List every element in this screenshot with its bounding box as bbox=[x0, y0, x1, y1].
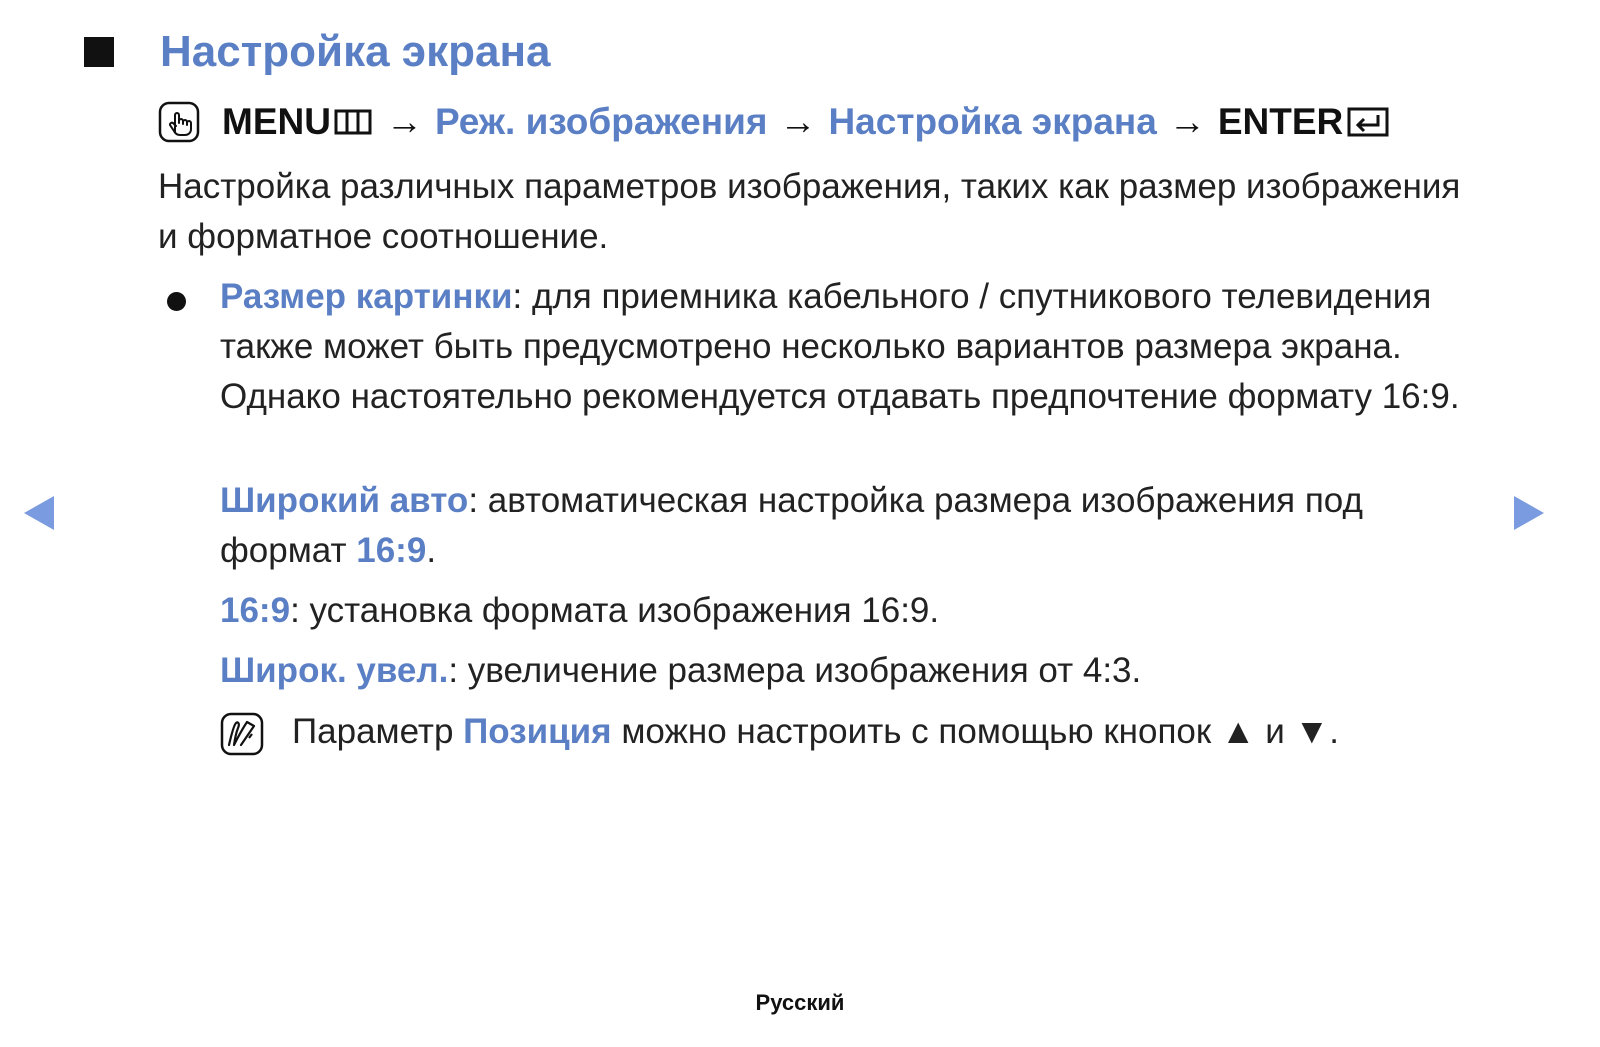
menu-label: MENU bbox=[222, 101, 331, 142]
option-format-link: 16:9 bbox=[356, 531, 427, 570]
option-wide-zoom bbox=[220, 646, 1490, 696]
section-header bbox=[84, 26, 551, 78]
path-step-picture-mode: Реж. изображения bbox=[434, 101, 768, 142]
option-label-wide-auto: Широкий авто bbox=[220, 481, 469, 520]
option-desc-16-9: : установка формата изображения 16:9. bbox=[290, 591, 940, 630]
bullet-picture-size bbox=[220, 272, 1490, 422]
intro-text: Настройка различных параметров изображения, таких как размер изображения и форматное соотношение. bbox=[158, 167, 1461, 256]
enter-label: ENTER bbox=[1217, 101, 1344, 142]
path-step-screen-adjust: Настройка экрана bbox=[828, 101, 1157, 142]
note-icon bbox=[220, 712, 264, 756]
bullet-dot bbox=[167, 292, 186, 311]
path-arrow: → bbox=[779, 101, 817, 142]
path-arrow: → bbox=[1168, 101, 1206, 142]
footer-language: Русский bbox=[755, 990, 845, 1015]
option-end-punct: . bbox=[426, 531, 437, 570]
option-desc-wide-zoom: : увеличение размера изображения от 4:3. bbox=[448, 651, 1142, 690]
section-marker-icon bbox=[84, 37, 114, 67]
note-text-before: Параметр bbox=[292, 712, 464, 751]
hand-icon bbox=[158, 101, 200, 143]
page-title: Настройка экрана bbox=[160, 27, 551, 76]
note-text-after: можно настроить с помощью кнопок ▲ и ▼. bbox=[611, 712, 1339, 751]
option-label-16-9: 16:9 bbox=[220, 591, 291, 630]
menu-path bbox=[158, 97, 1389, 147]
option-wide-auto bbox=[220, 476, 1490, 576]
option-desc-wide-auto: : автоматическая настройка размера изображения под формат bbox=[220, 481, 1363, 570]
next-page-icon[interactable] bbox=[1512, 494, 1546, 532]
option-label-wide-zoom: Широк. увел. bbox=[220, 651, 449, 690]
prev-page-icon[interactable] bbox=[22, 494, 56, 532]
note-link-position: Позиция bbox=[463, 712, 612, 751]
enter-icon bbox=[1347, 107, 1389, 137]
option-16-9 bbox=[220, 586, 1490, 636]
path-arrow: → bbox=[385, 101, 423, 142]
menu-icon bbox=[334, 108, 372, 136]
note bbox=[292, 707, 1339, 757]
option-label-picture-size: Размер картинки bbox=[220, 277, 513, 316]
option-desc-picture-size: : для приемника кабельного / спутникового телевидения также может быть предусмотрено несколько вариантов размера экрана. Однако настоятельно рекомендуется отдавать предпочтение формату 16:9. bbox=[220, 277, 1460, 416]
